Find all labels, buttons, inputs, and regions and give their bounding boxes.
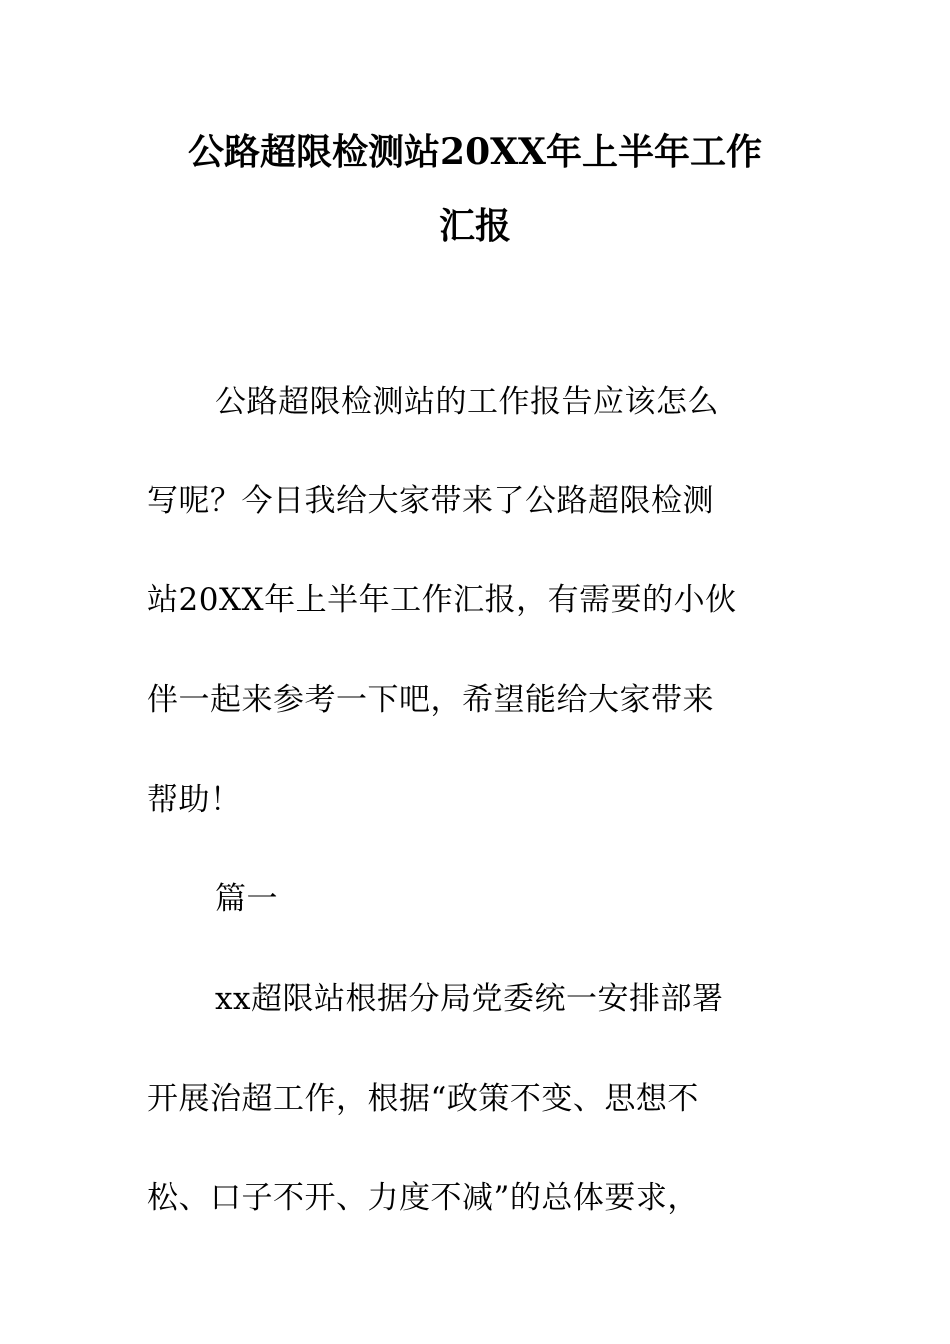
paragraph-line: 站20XX年上半年工作汇报，有需要的小伙 xyxy=(147,582,737,618)
document-title-line-1: 公路超限检测站20XX年上半年工作 xyxy=(188,131,762,173)
paragraph-line: xx超限站根据分局党委统一安排部署 xyxy=(215,981,724,1017)
paragraph-line: 开展治超工作，根据“政策不变、思想不 xyxy=(147,1081,699,1117)
paragraph-line: 伴一起来参考一下吧，希望能给大家带来 xyxy=(147,682,714,718)
paragraph-line: 公路超限检测站的工作报告应该怎么 xyxy=(215,384,719,420)
paragraph-line: 写呢？今日我给大家带来了公路超限检测 xyxy=(147,483,714,519)
section-heading: 篇一 xyxy=(215,881,278,917)
paragraph-line: 松、口子不开、力度不减”的总体要求， xyxy=(147,1180,699,1216)
paragraph-line: 帮助！ xyxy=(147,782,242,818)
document-title-line-2: 汇报 xyxy=(438,205,511,247)
